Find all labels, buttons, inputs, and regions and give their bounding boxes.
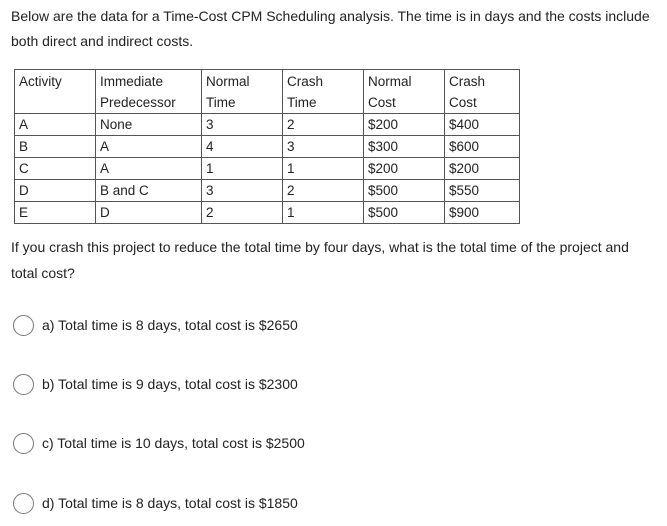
intro-text: Below are the data for a Time-Cost CPM Scheduling analysis. The time is in days and the costs include both direct and indirect costs. [11, 8, 650, 49]
table-row [15, 158, 520, 180]
option-label[interactable]: b) Total time is 9 days, total cost is $2300 [42, 376, 298, 392]
table-cell: $600 [445, 136, 520, 158]
table-cell: A [96, 136, 202, 158]
radio-circle-icon[interactable] [13, 433, 34, 454]
table-cell: 4 [202, 136, 283, 158]
option-label[interactable]: c) Total time is 10 days, total cost is $2500 [42, 435, 305, 451]
table-row [15, 114, 520, 136]
table-cell: $400 [445, 114, 520, 136]
table-header-row [15, 70, 520, 114]
table-cell: 3 [202, 180, 283, 202]
header-normal-time [202, 70, 283, 114]
radio-circle-icon[interactable] [13, 374, 34, 395]
header-line: Predecessor [100, 95, 176, 110]
table-cell: $200 [445, 158, 520, 180]
table-cell: A [15, 114, 96, 136]
table-cell: 3 [202, 114, 283, 136]
header-predecessor [96, 70, 202, 114]
header-line: Time [287, 95, 317, 110]
option-d[interactable] [13, 491, 298, 515]
table-cell: D [15, 180, 96, 202]
header-line: Time [206, 95, 236, 110]
header-line: Crash [449, 74, 486, 89]
table-cell: $900 [445, 202, 520, 224]
option-b[interactable] [13, 372, 298, 396]
table-cell: D [96, 202, 202, 224]
time-cost-table [14, 69, 520, 224]
header-line: Activity [19, 74, 62, 89]
table-cell: $300 [364, 136, 445, 158]
table-cell: 2 [202, 202, 283, 224]
table-cell: $500 [364, 202, 445, 224]
question-text: If you crash this project to reduce the total time by four days, what is the total time of the project and total cost? [11, 239, 629, 281]
table-cell: 3 [283, 136, 364, 158]
table-cell: B [15, 136, 96, 158]
table-cell: 2 [283, 114, 364, 136]
table-row [15, 180, 520, 202]
header-normal-cost [364, 70, 445, 114]
header-crash-cost [445, 70, 520, 114]
table-cell: $500 [364, 180, 445, 202]
option-label[interactable]: d) Total time is 8 days, total cost is $1850 [42, 495, 298, 511]
table-cell: A [96, 158, 202, 180]
option-a[interactable] [13, 313, 298, 337]
table-cell: $550 [445, 180, 520, 202]
header-line: Crash [287, 74, 324, 89]
table-cell: B and C [96, 180, 202, 202]
header-line: Cost [368, 95, 396, 110]
option-c[interactable] [13, 431, 305, 455]
table-cell: C [15, 158, 96, 180]
header-line: Immediate [100, 74, 164, 89]
table-cell: 2 [283, 180, 364, 202]
header-crash-time [283, 70, 364, 114]
header-line: Normal [368, 74, 412, 89]
table-cell: 1 [283, 158, 364, 180]
radio-circle-icon[interactable] [13, 493, 34, 514]
table-cell: $200 [364, 158, 445, 180]
header-activity [15, 70, 96, 114]
table-row [15, 202, 520, 224]
radio-circle-icon[interactable] [13, 315, 34, 336]
table-row [15, 136, 520, 158]
table-cell: E [15, 202, 96, 224]
table-cell: $200 [364, 114, 445, 136]
option-label[interactable]: a) Total time is 8 days, total cost is $2650 [42, 317, 298, 333]
table-cell: 1 [283, 202, 364, 224]
header-line: Cost [449, 95, 477, 110]
table-cell: 1 [202, 158, 283, 180]
header-line: Normal [206, 74, 250, 89]
table-cell: None [96, 114, 202, 136]
